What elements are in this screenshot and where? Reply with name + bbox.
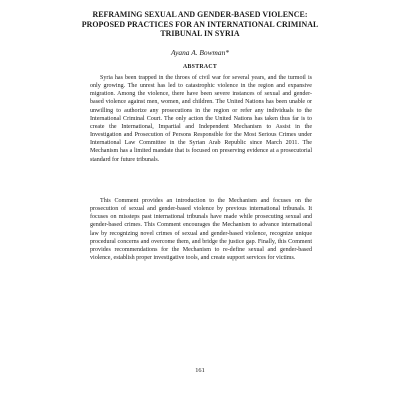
page-number: 161 bbox=[195, 367, 205, 374]
abstract-paragraph-1: Syria has been trapped in the throes of civil war for several years, and the turmoil is only growing. The unrest has led to catastrophic violence in the region and expansive migration. Among the violence, there have been severe instances of sexual and gender-based violence against men, women, and children. The United Nations has been unable or unwilling to authorize any prosecutions in the region or refer any individuals to the International Criminal Court. The only action the United Nations has taken thus far is to create the International, Impartial and Independent Mechanism to Assist in the Investigation and Prosecution of Persons Responsible for the Most Serious Crimes under International Law Committee in the Syrian Arab Republic since March 2011. The Mechanism has a limited mandate that is focused on preserving evidence at a prosecutorial standard for future tribunals. bbox=[90, 75, 312, 163]
article-title: REFRAMING SEXUAL AND GENDER-BASED VIOLENCE: PROPOSED PRACTICES FOR AN INTERNATIONAL CRIMINAL TRIBUNAL IN SYRIA bbox=[81, 10, 319, 39]
abstract-paragraph-2: This Comment provides an introduction to the Mechanism and focuses on the prosecution of sexual and gender-based violence by previous international tribunals. It focuses on missteps past international tribunals have made while prosecuting sexual and gender-based crimes. This Comment encourages the Mechanism to advance international law by recognizing novel crimes of sexual and gender-based violence, recognize unique procedural concerns and overcome them, and bridge the justice gap. Finally, this Comment provides recommendations for the Mechanism to re-define sexual and gender-based violence, establish proper investigative tools, and create support services for victims. bbox=[90, 198, 312, 262]
abstract-heading: ABSTRACT bbox=[183, 64, 217, 70]
author-name: Ayana A. Bowman* bbox=[171, 48, 229, 57]
